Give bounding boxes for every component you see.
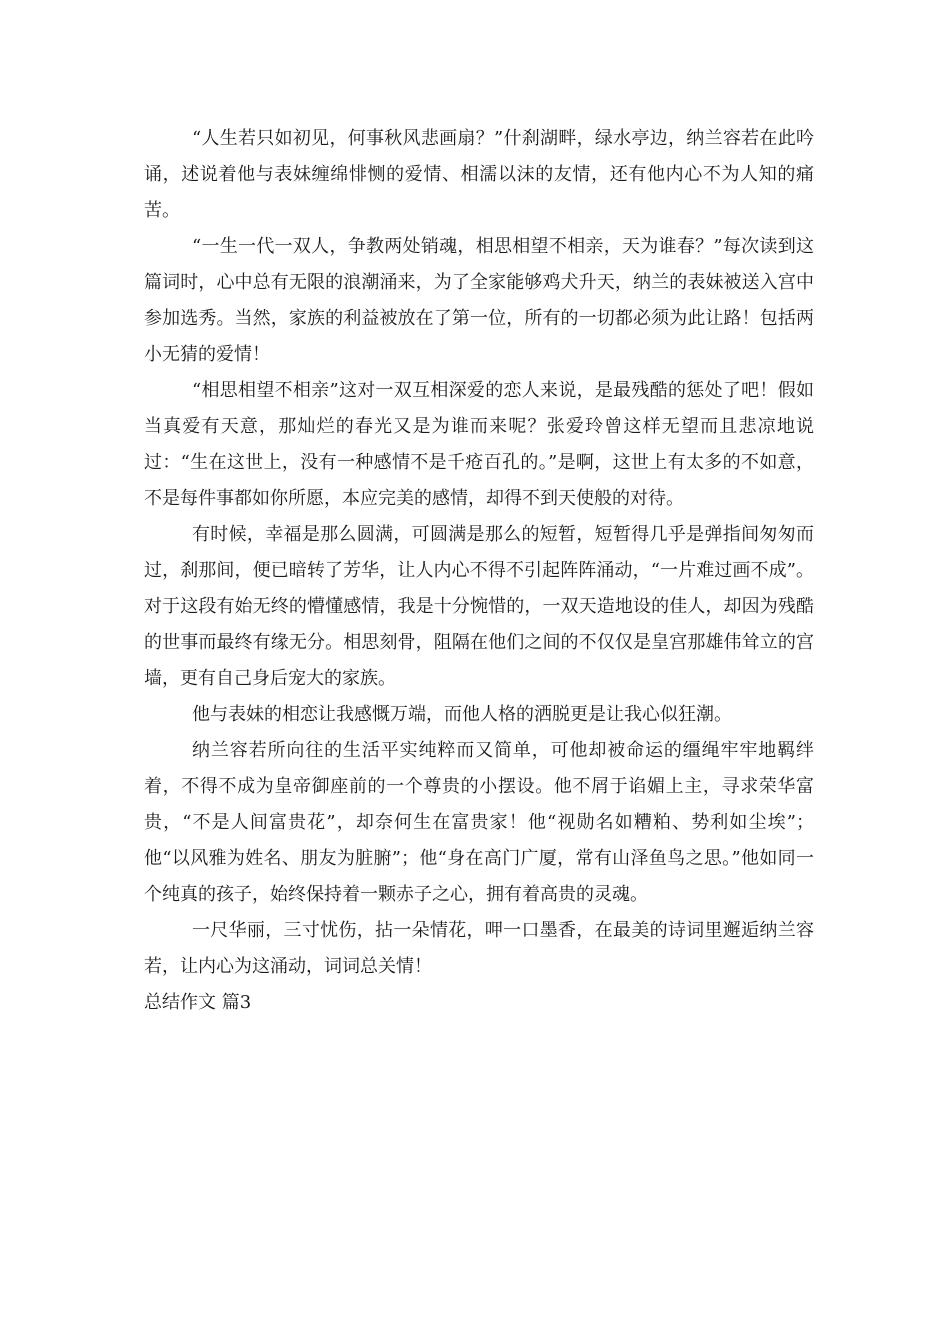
- paragraph-4: 有时候，幸福是那么圆满，可圆满是那么的短暂，短暂得几乎是弹指间匆匆而过，刹那间，便已暗转了芳华，让人内心不得不引起阵阵涌动，“一片难过画不成”。对于这段有始无终的懵懂感情，我是十分惋惜的，一双天造地设的佳人，却因为残酷的世事而最终有缘无分。相思刻骨，阻隔在他们之间的不仅仅是皇宫那雄伟耸立的宫墙，更有自己身后宠大的家族。: [144, 524, 814, 689]
- paragraph-1: “人生若只如初见，何事秋风悲画扇？”什刹湖畔，绿水亭边，纳兰容若在此吟诵，述说着他与表妹缠绵悱恻的爱情、相濡以沫的友情，还有他内心不为人知的痛苦。: [144, 128, 814, 221]
- paragraph-7: 一尺华丽，三寸忧伤，拈一朵情花，呷一口墨香，在最美的诗词里邂逅纳兰容若，让内心为这涌动，词词总关情！: [144, 920, 814, 977]
- paragraph-6: 纳兰容若所向往的生活平实纯粹而又简单，可他却被命运的缰绳牢牢地羁绊着，不得不成为皇帝御座前的一个尊贵的小摆设。他不屑于谄媚上主，寻求荣华富贵，“不是人间富贵花”，却奈何生在富贵家！他“视勋名如糟粕、势利如尘埃”；他“以风雅为姓名、朋友为脏腑”；他“身在高门广厦，常有山泽鱼鸟之思。”他如同一个纯真的孩子，始终保持着一颗赤子之心，拥有着高贵的灵魂。: [144, 740, 814, 905]
- paragraph-2: “一生一代一双人，争教两处销魂，相思相望不相亲，天为谁春？”每次读到这篇词时，心中总有无限的浪潮涌来，为了全家能够鸡犬升天，纳兰的表妹被送入宫中参加选秀。当然，家族的利益被放在了第一位，所有的一切都必须为此让路！包括两小无猜的爱情！: [144, 236, 814, 365]
- paragraph-3: “相思相望不相亲”这对一双互相深爱的恋人来说，是最残酷的惩处了吧！假如当真爱有天意，那灿烂的春光又是为谁而来呢？张爱玲曾这样无望而且悲凉地说过：“生在这世上，没有一种感情不是千疮百孔的。”是啊，这世上有太多的不如意，不是每件事都如你所愿，本应完美的感情，却得不到天使般的对待。: [144, 380, 814, 509]
- section-heading: 总结作文 篇3: [144, 992, 252, 1013]
- paragraph-5: 他与表妹的相恋让我感慨万端，而他人格的洒脱更是让我心似狂潮。: [192, 704, 732, 725]
- document-body: [144, 121, 814, 1021]
